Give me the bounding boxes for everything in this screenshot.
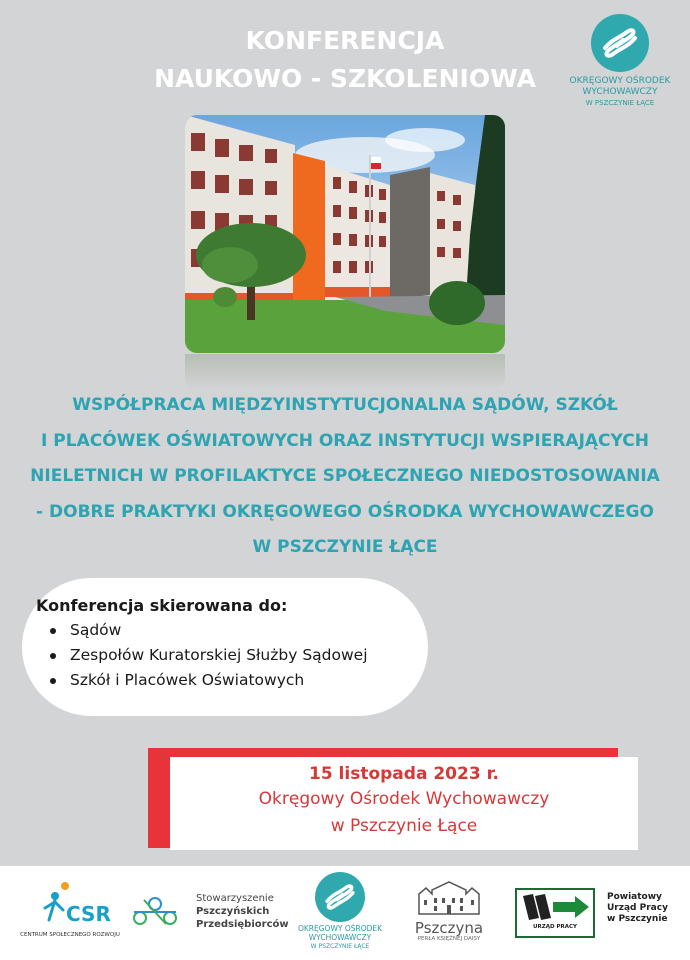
urzad-line-2: Urząd Pracy xyxy=(607,903,668,913)
building-photo xyxy=(185,115,505,353)
headline-line-5: W PSZCZYNIE ŁĄCE xyxy=(252,537,438,557)
audience-item-schools: Szkół i Placówek Oświatowych xyxy=(50,668,428,693)
pszczyna-tagline: PERŁA KSIĘŻNEJ DAISY xyxy=(417,936,481,942)
top-logo-line-3: W PSZCZYNIE ŁĄCE xyxy=(585,99,655,107)
hands-logo-small-icon xyxy=(315,872,365,922)
event-place-line-1: Okręgowy Ośrodek Wychowawczy xyxy=(258,789,550,809)
csr-mark: CSR xyxy=(66,902,111,926)
arrow-icon xyxy=(517,890,593,924)
title-line-2: NAUKOWO - SZKOLENIOWA xyxy=(154,64,536,93)
oow-logo-footer xyxy=(290,872,390,951)
event-place-line-2: w Pszczynie Łące xyxy=(330,816,478,836)
audience-box xyxy=(22,578,428,716)
oow-footer-line-1: OKRĘGOWY OŚRODEK xyxy=(297,924,383,933)
photo-reflection xyxy=(185,354,505,390)
oow-logo-top xyxy=(560,14,680,109)
headline-line-3: NIELETNICH W PROFILAKTYCE SPOŁECZNEGO NIEDOSTOSOWANIA xyxy=(30,466,660,486)
molecule-icon xyxy=(130,892,180,932)
title-line-1: KONFERENCJA xyxy=(245,26,445,55)
partner-logos xyxy=(0,866,690,960)
top-logo-line-2: WYCHOWAWCZY xyxy=(582,87,658,97)
audience-item-probation: Zespołów Kuratorskiej Służby Sądowej xyxy=(50,643,428,668)
urzad-badge xyxy=(515,888,595,938)
event-date: 15 listopada 2023 r. xyxy=(308,764,499,784)
poster-title xyxy=(100,22,590,98)
urzad-badge-text: URZĄD PRACY xyxy=(533,924,577,930)
stowarzyszenie-logo xyxy=(130,892,290,942)
urzad-line-3: w Pszczynie xyxy=(607,914,668,924)
stowarzyszenie-line-1: Stowarzyszenie xyxy=(196,893,274,904)
audience-item-courts: Sądów xyxy=(50,618,428,643)
audience-heading: Konferencja skierowana do: xyxy=(36,596,288,615)
csr-logo xyxy=(20,880,120,950)
oow-footer-line-3: W PSZCZYNIE ŁĄCE xyxy=(310,943,370,950)
castle-icon xyxy=(414,880,484,916)
audience-list xyxy=(36,618,428,693)
event-details xyxy=(170,757,638,850)
hands-logo-icon xyxy=(591,14,649,72)
headline-line-1: WSPÓŁPRACA MIĘDZYINSTYTUCJONALNA SĄDÓW, SZKÓŁ xyxy=(72,395,618,415)
stowarzyszenie-line-3: Przedsiębiorców xyxy=(196,919,289,930)
pszczyna-name: Pszczyna xyxy=(414,919,484,937)
top-logo-line-1: OKRĘGOWY OŚRODEK xyxy=(569,76,671,86)
oow-footer-line-2: WYCHOWAWCZY xyxy=(308,933,372,942)
stowarzyszenie-line-2: Pszczyńskich xyxy=(196,906,270,917)
headline-line-2: I PLACÓWEK OŚWIATOWYCH ORAZ INSTYTUCJI WSPIERAJĄCYCH xyxy=(41,430,649,451)
urzad-line-1: Powiatowy xyxy=(607,892,662,902)
urzad-pracy-logo xyxy=(515,888,685,940)
conference-headline xyxy=(10,388,680,566)
pszczyna-logo xyxy=(404,880,494,942)
csr-caption: CENTRUM SPOŁECZNEGO ROZWOJU xyxy=(20,932,120,938)
headline-line-4: - DOBRE PRAKTYKI OKRĘGOWEGO OŚRODKA WYCHOWAWCZEGO xyxy=(36,501,654,522)
